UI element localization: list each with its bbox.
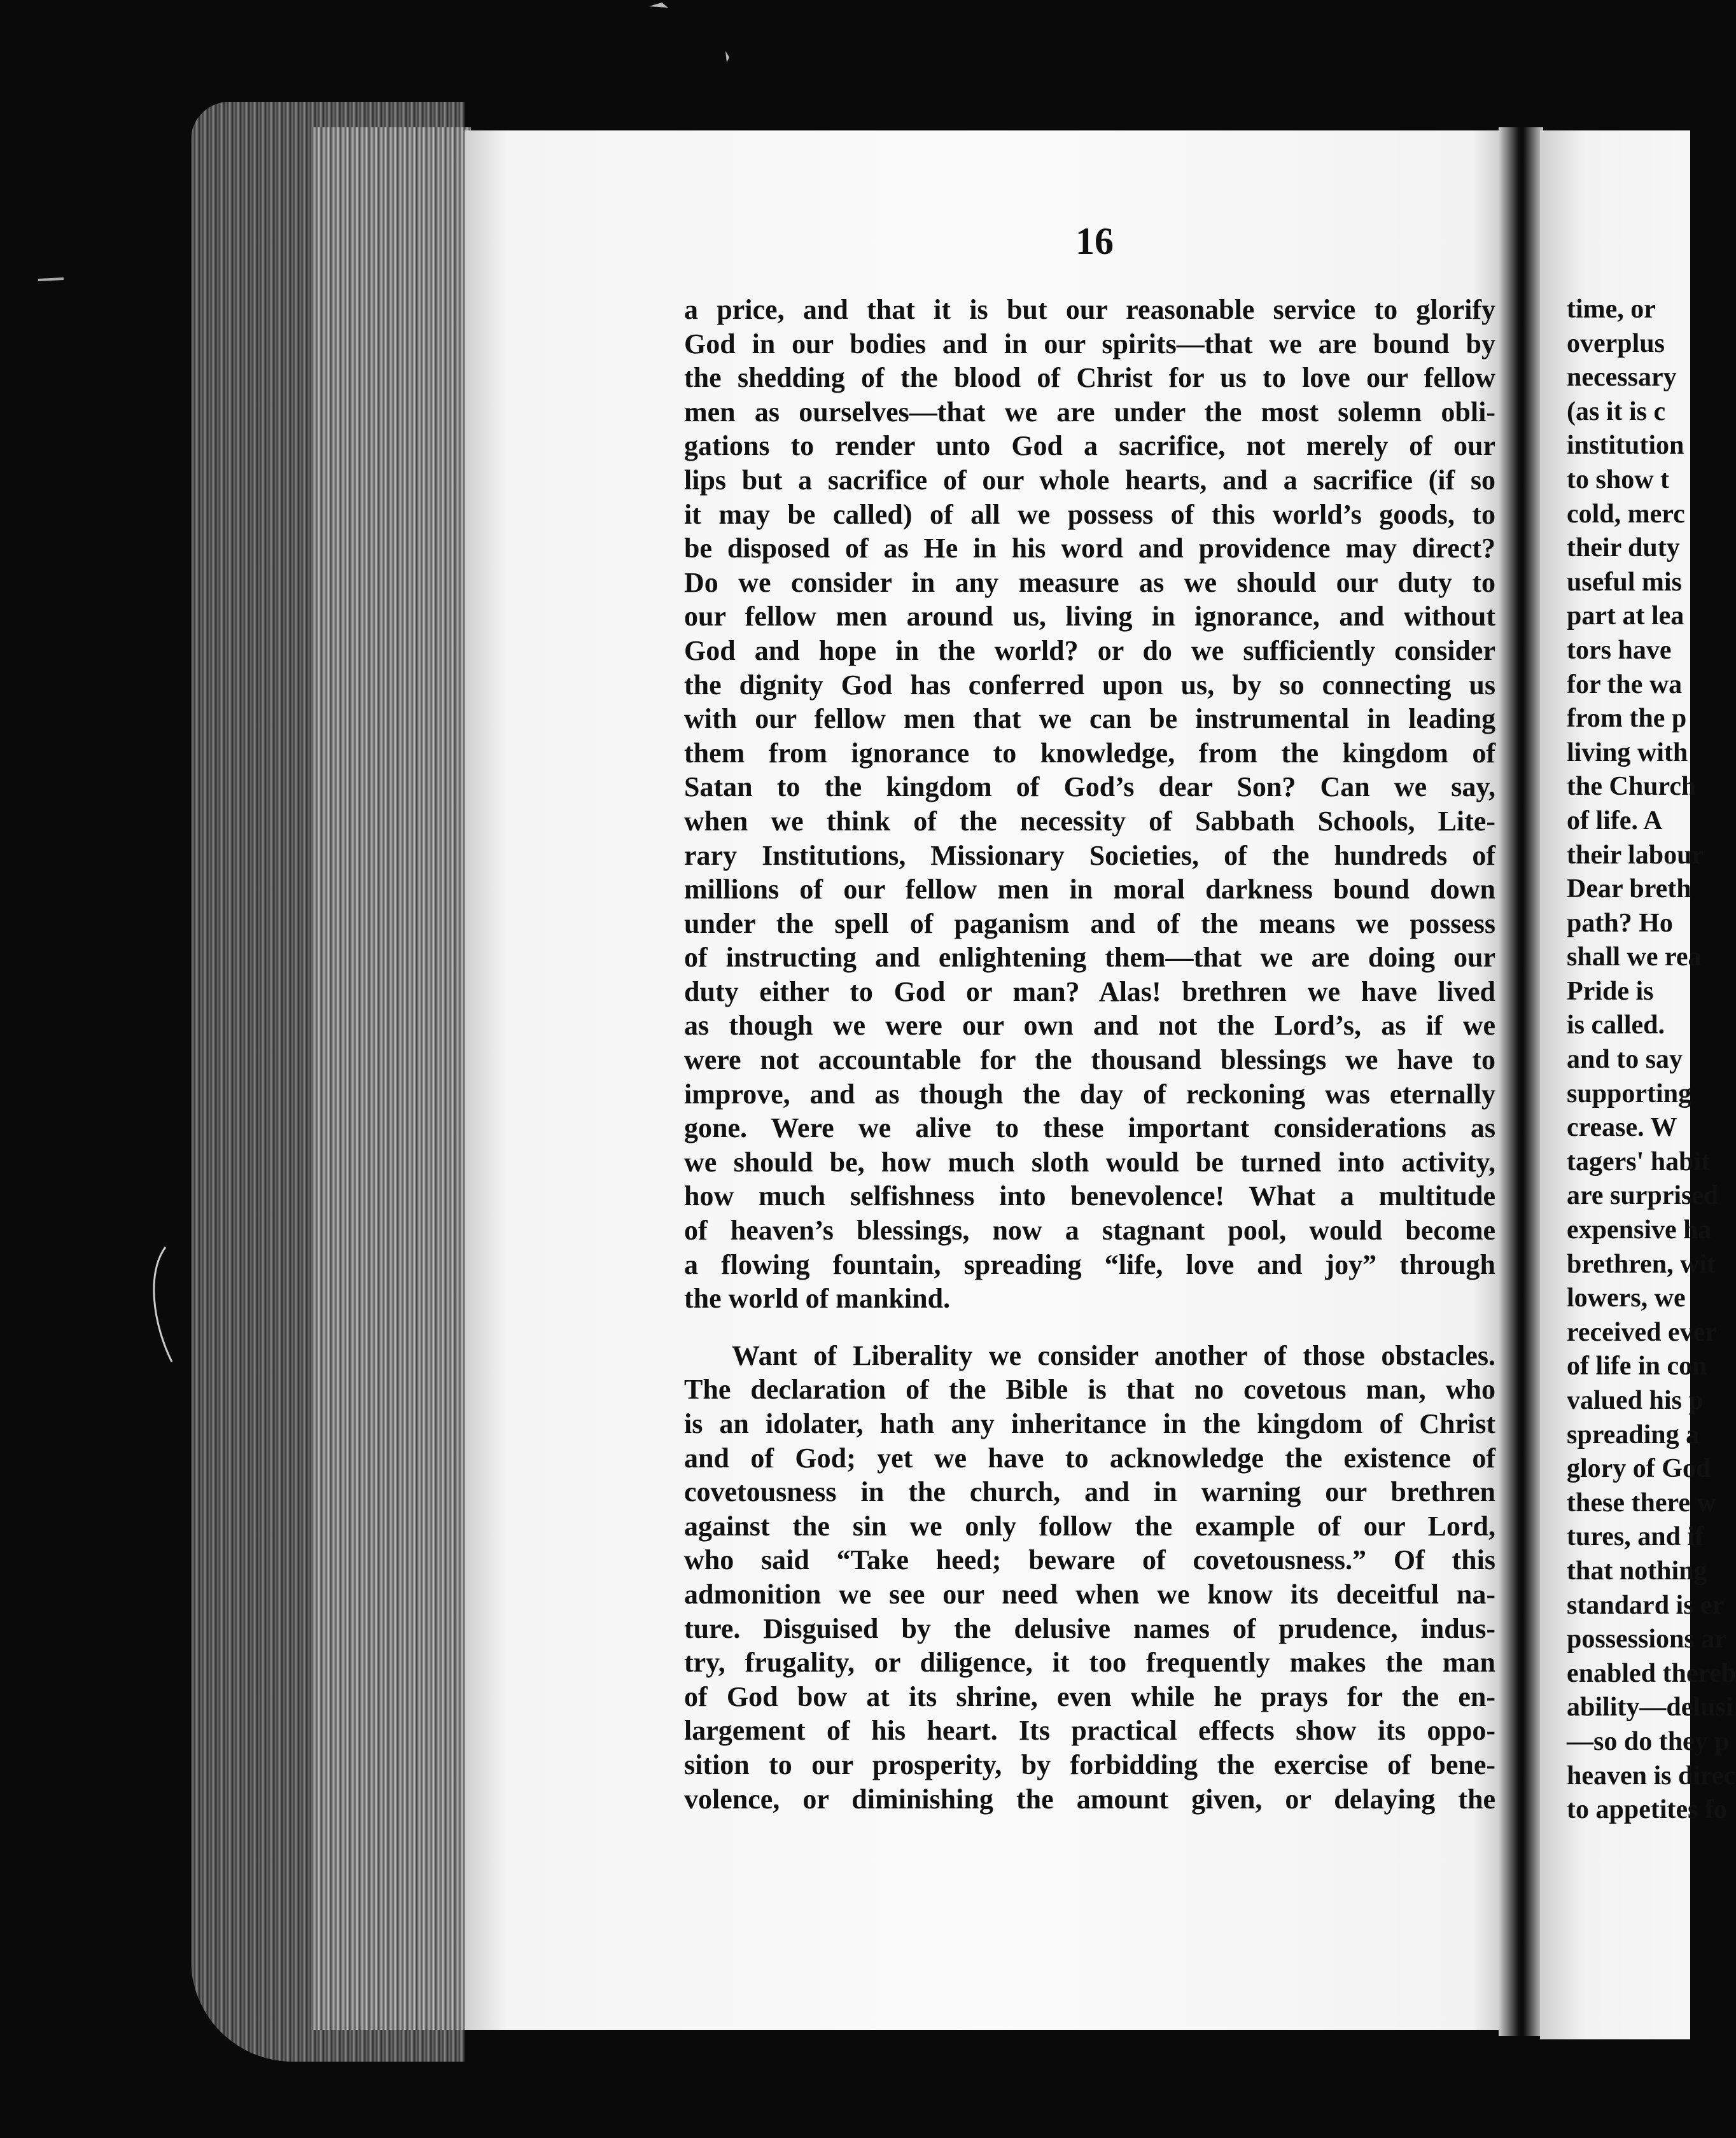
text-line: heaven is direc [1567,1761,1736,1791]
text-line: under the spell of paganism and of the means we possess [684,907,1495,939]
text-line: men as ourselves—that we are under the most solemn obli- [684,396,1495,428]
book-gutter [1499,127,1543,2036]
text-line: expensive ha [1567,1215,1712,1245]
text-line: ture. Disguised by the delusive names of prudence, indus- [684,1612,1495,1644]
text-line: the Church [1567,772,1697,802]
text-line: useful mis [1567,567,1682,597]
text-line: cold, merc [1567,499,1685,529]
text-line: time, or [1567,295,1656,324]
text-line: Do we consider in any measure as we should our duty to [684,566,1495,598]
text-line: them from ignorance to knowledge, from the kingdom of [684,737,1495,769]
text-line: a price, and that it is but our reasonable service to glorify [684,294,1495,325]
text-line: of God bow at its shrine, even while he prays for the en- [684,1680,1495,1712]
left-page-text [684,293,1495,1816]
text-line: living with [1567,737,1688,767]
text-line: be disposed of as He in his word and providence may direct? [684,533,1495,564]
page-number: 16 [1075,220,1114,262]
text-line: tors have [1567,635,1672,665]
text-line: volence, or diminishing the amount given, or delaying the [684,1783,1495,1815]
text-line: with our fellow men that we can be instrumental in leading [684,703,1495,735]
text-line: gations to render unto God a sacrifice, not merely of our [684,430,1495,462]
text-line: duty either to God or man? Alas! brethren we have lived [684,975,1495,1007]
text-line: of heaven’s blessings, now a stagnant pool, would become [684,1215,1495,1247]
text-line: sition to our prosperity, by forbidding the exercise of bene- [684,1749,1495,1780]
paragraph-1 [684,293,1495,1316]
text-line: how much selfishness into benevolence! What a multitude [684,1180,1495,1212]
text-line: brethren, wit [1567,1249,1716,1279]
text-line: Dear breth [1567,874,1691,904]
text-line: as though we were our own and not the Lord’s, as if we [684,1010,1495,1042]
text-line: to show t [1567,465,1670,494]
text-line: standard is er [1567,1590,1725,1620]
text-line: a flowing fountain, spreading “life, love and joy” through [684,1248,1495,1280]
text-line: necessary [1567,363,1677,393]
text-line: covetousness in the church, and in warning our brethren [684,1476,1495,1508]
text-line: lowers, we [1567,1283,1686,1313]
text-line: gone. Were we alive to these important considerations as [684,1112,1495,1144]
text-line: possessions ar [1567,1624,1726,1654]
text-line: these there w [1567,1488,1716,1518]
text-line: their labour [1567,840,1704,870]
text-line: we should be, how much sloth would be turned into activity, [684,1146,1495,1178]
text-line: and of God; yet we have to acknowledge the existence of [684,1442,1495,1474]
text-line: the world of mankind. [684,1283,951,1315]
text-line: largement of his heart. Its practical effects show its oppo- [684,1715,1495,1747]
text-line: of life in con [1567,1352,1707,1381]
text-line: shall we rea [1567,942,1702,972]
text-line: Want of Liberality we consider another of those obstacles. [732,1339,1495,1371]
text-line: lips but a sacrifice of our whole hearts, and a sacrifice (if so [684,464,1495,496]
text-line: against the sin we only follow the example of our Lord, [684,1510,1495,1542]
text-line: Pride is [1567,976,1654,1006]
text-line: glory of God [1567,1454,1711,1484]
text-line: that nothing [1567,1556,1707,1586]
text-line: The declaration of the Bible is that no covetous man, who [684,1374,1495,1406]
text-line: the shedding of the blood of Christ for us to love our fellow [684,362,1495,394]
text-line: are surprised [1567,1181,1719,1211]
text-line: were not accountable for the thousand blessings we have to [684,1044,1495,1076]
text-line: (as it is c [1567,396,1666,426]
text-line: valued his p [1567,1386,1704,1415]
text-line: it may be called) of all we possess of this world’s goods, to [684,498,1495,530]
paragraph-gap [684,1316,1495,1339]
text-line: tagers' habit [1567,1147,1711,1177]
text-line: enabled thereb [1567,1658,1736,1688]
text-line: ability—delusi [1567,1693,1733,1722]
text-line: their duty [1567,533,1680,563]
paragraph-2 [684,1339,1495,1816]
text-line: —so do they p [1567,1726,1730,1756]
text-line: from the p [1567,704,1687,734]
text-line: Satan to the kingdom of God’s dear Son? Can we say, [684,771,1495,803]
text-line: spreading a [1567,1420,1700,1450]
text-line: path? Ho [1567,908,1673,938]
text-line: for the wa [1567,669,1683,699]
text-line: improve, and as though the day of reckoning was eternally [684,1078,1495,1110]
text-line: admonition we see our need when we know its deceitful na- [684,1578,1495,1610]
text-line: tures, and if [1567,1522,1704,1552]
text-line: who said “Take heed; beware of covetousness.” Of this [684,1544,1495,1576]
text-line: millions of our fellow men in moral darkness bound down [684,874,1495,905]
text-line: the dignity God has conferred upon us, by so connecting us [684,669,1495,701]
text-line: supporting [1567,1079,1692,1108]
text-line: to appetites fo [1567,1795,1727,1825]
text-line: is an idolater, hath any inheritance in the kingdom of Christ [684,1408,1495,1439]
text-line: of instructing and enlightening them—that we are doing our [684,942,1495,974]
right-page-text-fragment [1567,293,1736,1827]
text-line: when we think of the necessity of Sabbath Schools, Lite- [684,805,1495,837]
text-line: try, frugality, or diligence, it too frequently makes the man [684,1647,1495,1679]
text-line: our fellow men around us, living in ignorance, and without [684,601,1495,632]
text-line: of life. A [1567,806,1663,835]
text-line: overplus [1567,328,1665,358]
text-line: received ever [1567,1317,1717,1347]
text-line: God and hope in the world? or do we sufficiently consider [684,634,1495,666]
text-line: institution [1567,431,1684,461]
text-line: crease. W [1567,1113,1677,1143]
text-line: is called. [1567,1010,1665,1040]
text-line: part at lea [1567,601,1684,631]
text-line: God in our bodies and in our spirits—that we are bound by [684,328,1495,360]
text-line: rary Institutions, Missionary Societies, of the hundreds of [684,839,1495,871]
book-page-edges-inner [312,127,471,2030]
text-line: and to say [1567,1045,1683,1075]
